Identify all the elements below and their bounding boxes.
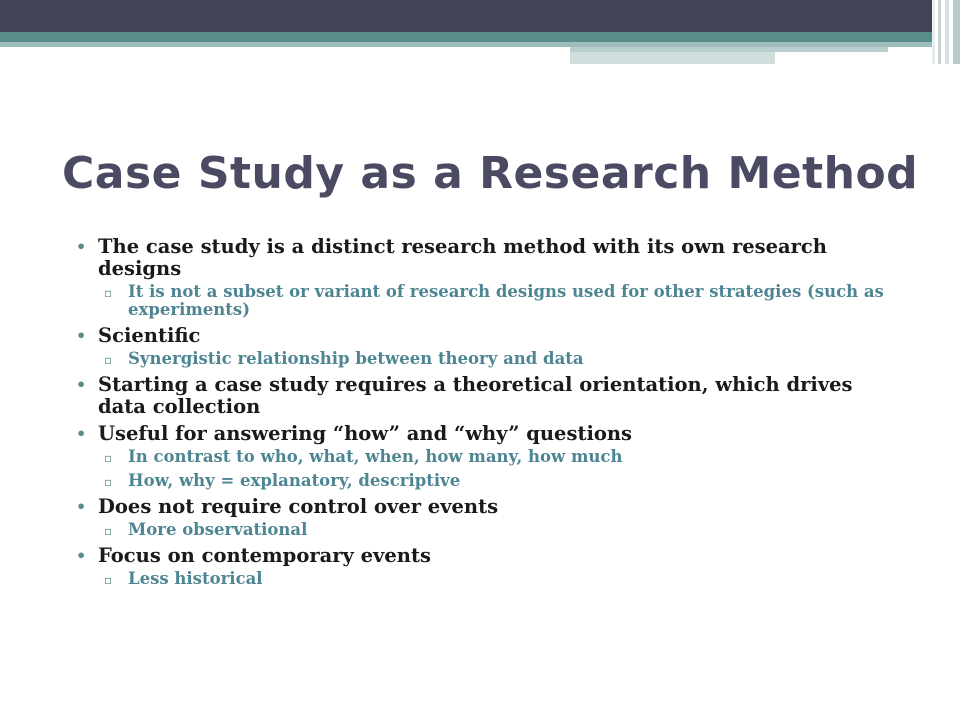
sub-bullet-item <box>98 448 900 466</box>
sub-bullet-item <box>98 350 900 368</box>
header-accent-strip-lower <box>570 52 775 64</box>
sub-bullet-list <box>98 521 900 539</box>
header-vertical-lines <box>932 0 960 64</box>
sub-bullet-item <box>98 570 900 588</box>
sub-bullet-text: More observational <box>128 520 308 539</box>
header-accent-gap <box>888 47 938 53</box>
sub-bullet-list <box>98 350 900 368</box>
sub-bullet-list <box>98 570 900 588</box>
bullet-text: Focus on contemporary events <box>98 544 431 567</box>
bullet-dot-icon: • <box>76 497 87 516</box>
bullet-dot-icon: • <box>76 546 87 565</box>
slide-title: Case Study as a Research Method <box>62 148 919 199</box>
bullet-text: Useful for answering “how” and “why” questions <box>98 422 633 445</box>
bullet-item <box>70 325 900 368</box>
bullet-dot-icon: • <box>76 424 87 443</box>
sub-bullet-item <box>98 472 900 490</box>
sub-bullet-text: How, why = explanatory, descriptive <box>128 471 461 490</box>
header-dark-bar <box>0 0 960 32</box>
header-teal-bar <box>0 32 960 42</box>
bullet-text: Scientific <box>98 324 201 347</box>
sub-bullet-list <box>98 448 900 490</box>
bullet-text: Does not require control over events <box>98 495 499 518</box>
square-bullet-icon: ▫ <box>104 573 113 587</box>
bullet-item <box>70 496 900 539</box>
bullet-item <box>70 545 900 588</box>
bullet-dot-icon: • <box>76 326 87 345</box>
square-bullet-icon: ▫ <box>104 286 113 300</box>
sub-bullet-text: It is not a subset or variant of research designs used for other strategies (such as experiments) <box>128 282 884 319</box>
bullet-dot-icon: • <box>76 375 87 394</box>
bullet-item <box>70 374 900 418</box>
sub-bullet-list <box>98 283 900 319</box>
sub-bullet-text: In contrast to who, what, when, how many, how much <box>128 447 623 466</box>
square-bullet-icon: ▫ <box>104 524 113 538</box>
square-bullet-icon: ▫ <box>104 353 113 367</box>
square-bullet-icon: ▫ <box>104 451 113 465</box>
bullet-item <box>70 423 900 490</box>
bullet-text: Starting a case study requires a theoretical orientation, which drives data collection <box>98 373 853 418</box>
bullet-dot-icon: • <box>76 237 87 256</box>
square-bullet-icon: ▫ <box>104 475 113 489</box>
sub-bullet-item <box>98 283 900 319</box>
bullet-text: The case study is a distinct research method with its own research designs <box>98 235 827 280</box>
bullet-item <box>70 236 900 319</box>
sub-bullet-text: Less historical <box>128 569 263 588</box>
sub-bullet-item <box>98 521 900 539</box>
sub-bullet-text: Synergistic relationship between theory and data <box>128 349 584 368</box>
bullet-list <box>70 236 900 594</box>
